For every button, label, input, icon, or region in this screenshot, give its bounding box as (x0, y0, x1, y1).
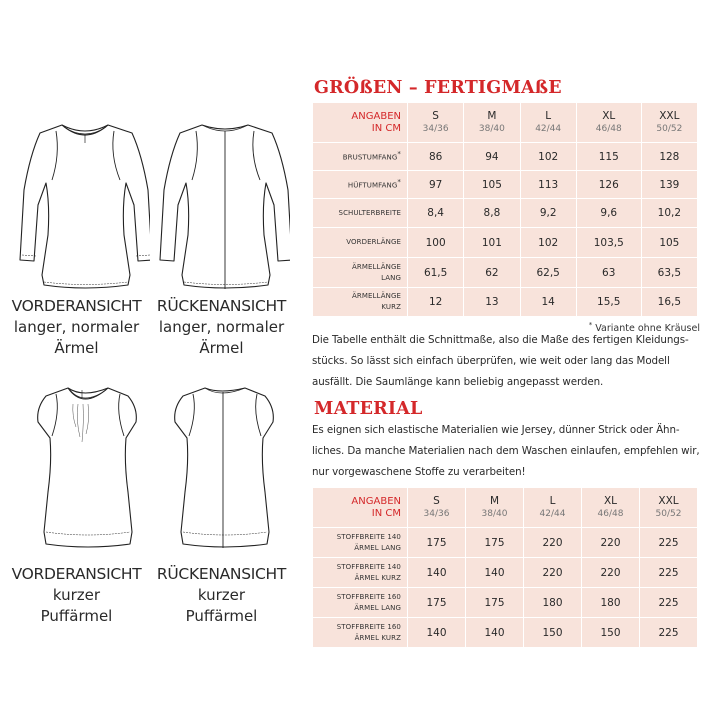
size-header: XXL 50/52 (641, 103, 697, 143)
table-row (313, 228, 698, 258)
row-label: VORDERLÄNGE (313, 228, 408, 258)
sizes-heading: GRÖßEN – FERTIGMAßE (314, 78, 562, 98)
caption-title: RÜCKENANSICHT (156, 297, 287, 315)
caption-subtitle: Puffärmel (40, 607, 113, 625)
sizes-description: Die Tabelle enthält die Schnittmaße, also die Maße des fertigen Kleidungs-stücks. So lässt sich einfach überprüfen, wie weit oder lang das Modell ausfällt. Die Saumlänge kann beliebig angepasst werden. (312, 334, 689, 388)
table-cell: 9,6 (576, 199, 641, 228)
dress-long-sleeve-back-drawing (150, 115, 290, 295)
footnote: * Variante ohne Kräusel (588, 321, 700, 335)
table-cell: 140 (408, 618, 466, 648)
table-cell: 140 (466, 618, 524, 648)
table-row (313, 171, 698, 199)
table-cell: 220 (582, 558, 640, 588)
table-cell: 180 (524, 588, 582, 618)
garment-views (0, 0, 305, 720)
caption-subtitle: langer, normaler (158, 318, 285, 336)
table-cell: 150 (582, 618, 640, 648)
table-cell: 63 (576, 258, 641, 288)
table-cell: 97 (408, 171, 464, 199)
table-cell: 13 (464, 288, 520, 317)
table-cell: 94 (464, 143, 520, 171)
table-cell: 12 (408, 288, 464, 317)
size-header: XL 46/48 (576, 103, 641, 143)
table-cell: 101 (464, 228, 520, 258)
material-heading: MATERIAL (314, 399, 423, 419)
caption-subtitle: Puffärmel (185, 607, 258, 625)
dress-long-sleeve-front-drawing (10, 115, 150, 295)
finished-measurements-table (312, 102, 698, 317)
caption-long-back (150, 296, 293, 359)
row-label: STOFFBREITE 160 ÄRMEL KURZ (313, 618, 408, 648)
table-cell: 61,5 (408, 258, 464, 288)
caption-short-front (0, 564, 153, 627)
table-cell: 8,4 (408, 199, 464, 228)
table-cell: 9,2 (520, 199, 576, 228)
table-cell: 100 (408, 228, 464, 258)
size-header: M 38/40 (466, 488, 524, 528)
table-cell: 126 (576, 171, 641, 199)
table-cell: 8,8 (464, 199, 520, 228)
caption-title: VORDERANSICHT (11, 565, 142, 583)
table-cell: 16,5 (641, 288, 697, 317)
table-cell: 102 (520, 228, 576, 258)
row-label: SCHULTERBREITE (313, 199, 408, 228)
material-description: Es eignen sich elastische Materialien wie Jersey, dünner Strick oder Ähn-liches. Da manche Materialien nach dem Waschen einlaufen, empfehlen wir, nur vorgewaschene Stoffe zu verarbeiten! (312, 424, 700, 478)
table-cell: 225 (640, 588, 698, 618)
table-cell: 102 (520, 143, 576, 171)
table-cell: 62 (464, 258, 520, 288)
caption-subtitle: kurzer (197, 586, 246, 604)
size-header: S 34/36 (408, 103, 464, 143)
table-row (313, 528, 698, 558)
table-row (313, 199, 698, 228)
units-label: ANGABEN IN CM (313, 103, 408, 143)
caption-title: RÜCKENANSICHT (156, 565, 287, 583)
table-row (313, 588, 698, 618)
table-cell: 175 (466, 588, 524, 618)
table-cell: 175 (408, 528, 466, 558)
units-label: ANGABEN IN CM (313, 488, 408, 528)
table-cell: 150 (524, 618, 582, 648)
table-cell: 220 (582, 528, 640, 558)
table-cell: 139 (641, 171, 697, 199)
table-row (313, 288, 698, 317)
table-cell: 220 (524, 558, 582, 588)
table-row (313, 258, 698, 288)
size-header: S 34/36 (408, 488, 466, 528)
table-cell: 225 (640, 558, 698, 588)
size-header: XXL 50/52 (640, 488, 698, 528)
row-label: STOFFBREITE 160 ÄRMEL LANG (313, 588, 408, 618)
caption-subtitle: kurzer (52, 586, 101, 604)
row-label: HÜFTUMFANG* (313, 171, 408, 199)
row-label: ÄRMELLÄNGE KURZ (313, 288, 408, 317)
row-label: ÄRMELLÄNGE LANG (313, 258, 408, 288)
caption-title: VORDERANSICHT (11, 297, 142, 315)
table-cell: 225 (640, 528, 698, 558)
size-header: L 42/44 (520, 103, 576, 143)
table-cell: 175 (466, 528, 524, 558)
table-cell: 225 (640, 618, 698, 648)
table-cell: 113 (520, 171, 576, 199)
row-label: STOFFBREITE 140 ÄRMEL KURZ (313, 558, 408, 588)
size-header: XL 46/48 (582, 488, 640, 528)
table-row (313, 618, 698, 648)
table-header-row (313, 488, 698, 528)
table-cell: 105 (641, 228, 697, 258)
size-header: M 38/40 (464, 103, 520, 143)
table-cell: 62,5 (520, 258, 576, 288)
table-row (313, 143, 698, 171)
table-cell: 103,5 (576, 228, 641, 258)
table-cell: 180 (582, 588, 640, 618)
caption-subtitle: Ärmel (54, 339, 99, 357)
table-cell: 115 (576, 143, 641, 171)
caption-subtitle: Ärmel (199, 339, 244, 357)
dress-short-sleeve-back-drawing (165, 382, 275, 554)
row-label: BRUSTUMFANG* (313, 143, 408, 171)
table-cell: 220 (524, 528, 582, 558)
caption-short-back (150, 564, 293, 627)
table-cell: 128 (641, 143, 697, 171)
table-cell: 140 (466, 558, 524, 588)
table-header-row (313, 103, 698, 143)
table-cell: 14 (520, 288, 576, 317)
table-cell: 86 (408, 143, 464, 171)
caption-long-front (0, 296, 153, 359)
table-cell: 140 (408, 558, 466, 588)
fabric-requirements-table (312, 487, 698, 648)
row-label: STOFFBREITE 140 ÄRMEL LANG (313, 528, 408, 558)
table-cell: 15,5 (576, 288, 641, 317)
dress-short-sleeve-front-drawing (28, 382, 138, 554)
table-cell: 175 (408, 588, 466, 618)
table-cell: 63,5 (641, 258, 697, 288)
table-cell: 105 (464, 171, 520, 199)
caption-subtitle: langer, normaler (13, 318, 140, 336)
table-cell: 10,2 (641, 199, 697, 228)
size-header: L 42/44 (524, 488, 582, 528)
table-row (313, 558, 698, 588)
